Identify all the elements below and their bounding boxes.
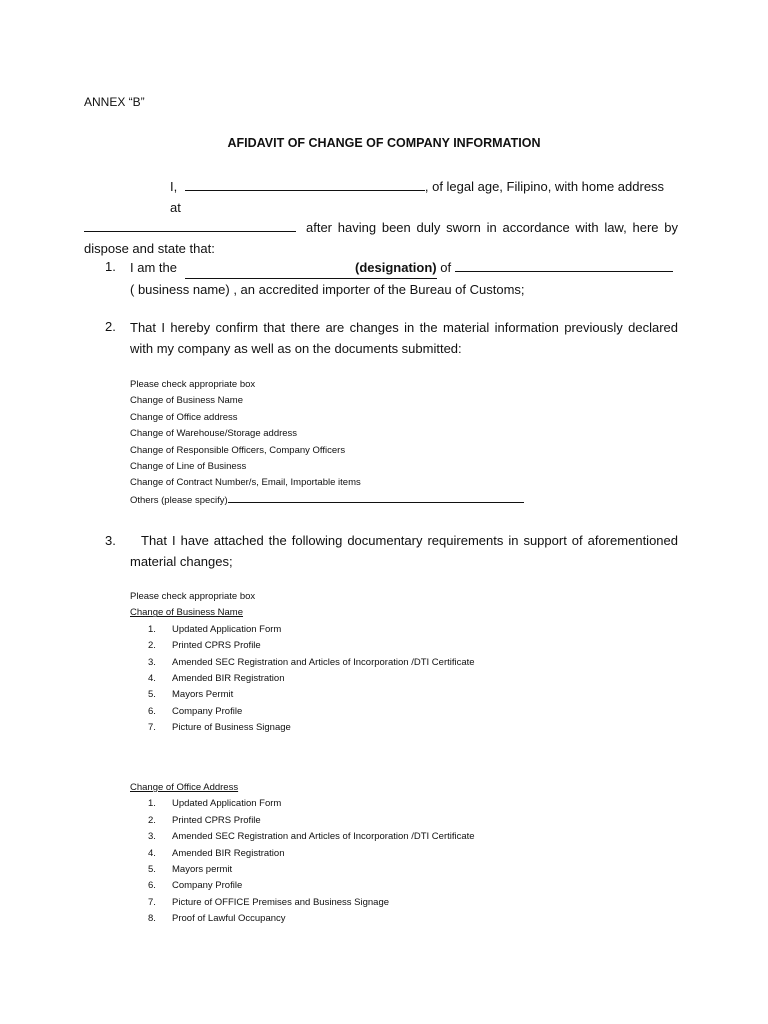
item2-number: 2. <box>105 319 116 334</box>
item3-text-content: That I have attached the following documentary requirements in support of aforementioned material changes; <box>130 533 678 569</box>
annex-label: ANNEX “B” <box>84 95 145 109</box>
list-item: 8. Proof of Lawful Occupancy <box>148 913 286 925</box>
address-blank <box>84 218 296 232</box>
list-item: 1. Updated Application Form <box>148 798 282 810</box>
item3-text <box>130 530 678 572</box>
item1-of: of <box>440 260 452 275</box>
designation-label: (designation) <box>354 260 437 275</box>
intro-line3: dispose and state that: <box>84 240 215 256</box>
list-item: 7. Picture of Business Signage <box>148 722 291 734</box>
list-item: 6. Company Profile <box>148 880 243 892</box>
item3-number: 3. <box>105 533 116 548</box>
change-options-list <box>130 377 524 509</box>
check-heading: Please check appropriate box <box>130 379 256 390</box>
list-item: 5. Mayors Permit <box>148 689 234 701</box>
name-blank <box>185 177 425 191</box>
option-business-name[interactable]: Change of Business Name <box>130 395 244 407</box>
option-warehouse-address[interactable]: Change of Warehouse/Storage address <box>130 428 298 440</box>
item2-text: That I hereby confirm that there are changes in the material information previously declared with my company as well as on the documents submitted: <box>130 320 678 356</box>
list-item: 1. Updated Application Form <box>148 623 282 635</box>
item1-i-am-the: I am the <box>130 260 177 275</box>
office-address-heading: Change of Office Address <box>130 782 239 793</box>
list-item: 2. Printed CPRS Profile <box>148 814 261 826</box>
list-item: 2. Printed CPRS Profile <box>148 640 261 652</box>
document-title: AFIDAVIT OF CHANGE OF COMPANY INFORMATION <box>227 136 541 150</box>
intro-after-address: after having been duly sworn in accordance with law, here by <box>306 220 678 235</box>
item1-text <box>130 257 678 300</box>
list-item: 4. Amended BIR Registration <box>148 847 285 859</box>
others-specify-line[interactable] <box>228 492 524 503</box>
intro-i: I, <box>170 179 178 194</box>
office-address-list <box>130 796 475 927</box>
list-item: 3. Amended SEC Registration and Articles of Incorporation /DTI Certificate <box>148 831 475 843</box>
list-item: 5. Mayors permit <box>148 864 233 876</box>
item1-line2: ( business name) , an accredited importer of the Bureau of Customs; <box>130 282 525 297</box>
intro-after-name: , of legal age, Filipino, with home address at <box>170 179 665 215</box>
item1-number: 1. <box>105 259 116 274</box>
option-line-of-business[interactable]: Change of Line of Business <box>130 461 247 473</box>
business-name-requirements <box>130 589 475 737</box>
list-item: 4. Amended BIR Registration <box>148 673 285 685</box>
business-name-list <box>130 622 475 737</box>
business-name-heading: Change of Business Name <box>130 607 244 619</box>
list-item: 7. Picture of OFFICE Premises and Business Signage <box>148 896 390 908</box>
intro-paragraph <box>84 177 678 259</box>
business-blank <box>455 258 673 272</box>
option-responsible-officers[interactable]: Change of Responsible Officers, Company Officers <box>130 444 346 456</box>
option-others[interactable]: Others (please specify) <box>130 494 228 506</box>
office-address-requirements <box>130 780 475 928</box>
option-office-address[interactable]: Change of Office address <box>130 411 238 423</box>
option-contract-number[interactable]: Change of Contract Number/s, Email, Importable items <box>130 477 361 489</box>
list-item: 6. Company Profile <box>148 705 243 717</box>
list-item: 3. Amended SEC Registration and Articles of Incorporation /DTI Certificate <box>148 656 475 668</box>
check-heading-2: Please check appropriate box <box>130 591 256 602</box>
